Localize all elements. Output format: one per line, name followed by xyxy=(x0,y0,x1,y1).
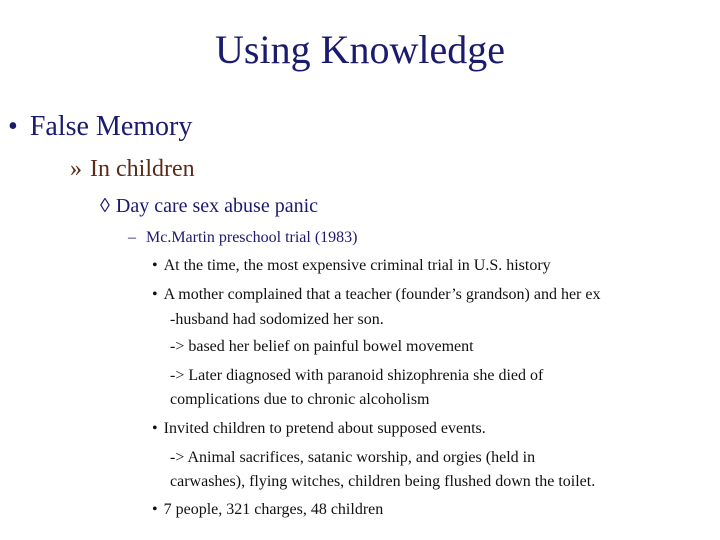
bullet-level2-marker: » xyxy=(70,156,82,182)
bullet-level4-text: Mc.Martin preschool trial (1983) xyxy=(146,229,358,246)
continuation-line: -> based her belief on painful bowel movement xyxy=(170,338,474,355)
continuation-line: carwashes), flying witches, children being flushed down the toilet. xyxy=(170,473,596,490)
bullet-level3-marker: ◊ xyxy=(100,195,110,217)
bullet-level1 xyxy=(8,110,192,144)
bullet-level5-text: A mother complained that a teacher (founder’s grandson) and her ex xyxy=(163,286,601,303)
slide-title: Using Knowledge xyxy=(215,27,505,72)
bullet-level5-item xyxy=(152,419,486,439)
bullet-level5-item xyxy=(152,500,383,520)
bullet-level5-item xyxy=(152,256,551,276)
bullet-level3 xyxy=(100,194,318,218)
bullet-level5-marker: • xyxy=(152,420,158,437)
continuation-line: -> Animal sacrifices, satanic worship, and orgies (held in xyxy=(170,449,536,466)
bullet-level5-text: At the time, the most expensive criminal trial in U.S. history xyxy=(163,257,551,274)
bullet-level2-text: In children xyxy=(90,156,195,182)
bullet-level4 xyxy=(128,228,358,248)
continuation-line: -> Later diagnosed with paranoid shizophrenia she died of xyxy=(170,367,544,384)
bullet-level5-text: 7 people, 321 charges, 48 children xyxy=(163,501,384,518)
bullet-level1-marker: • xyxy=(8,111,18,142)
bullet-level5-item xyxy=(152,285,600,305)
bullet-level4-marker: – xyxy=(128,229,136,246)
bullet-level5-marker: • xyxy=(152,257,158,274)
bullet-level5-text: Invited children to pretend about supposed events. xyxy=(163,420,486,437)
bullet-level5-marker: • xyxy=(152,286,158,303)
continuation-line: -husband had sodomized her son. xyxy=(170,311,384,328)
bullet-level5-marker: • xyxy=(152,501,158,518)
bullet-level1-text: False Memory xyxy=(29,111,193,142)
continuation-line: complications due to chronic alcoholism xyxy=(170,391,430,408)
bullet-level2 xyxy=(70,155,195,183)
bullet-level3-text: Day care sex abuse panic xyxy=(115,195,319,217)
